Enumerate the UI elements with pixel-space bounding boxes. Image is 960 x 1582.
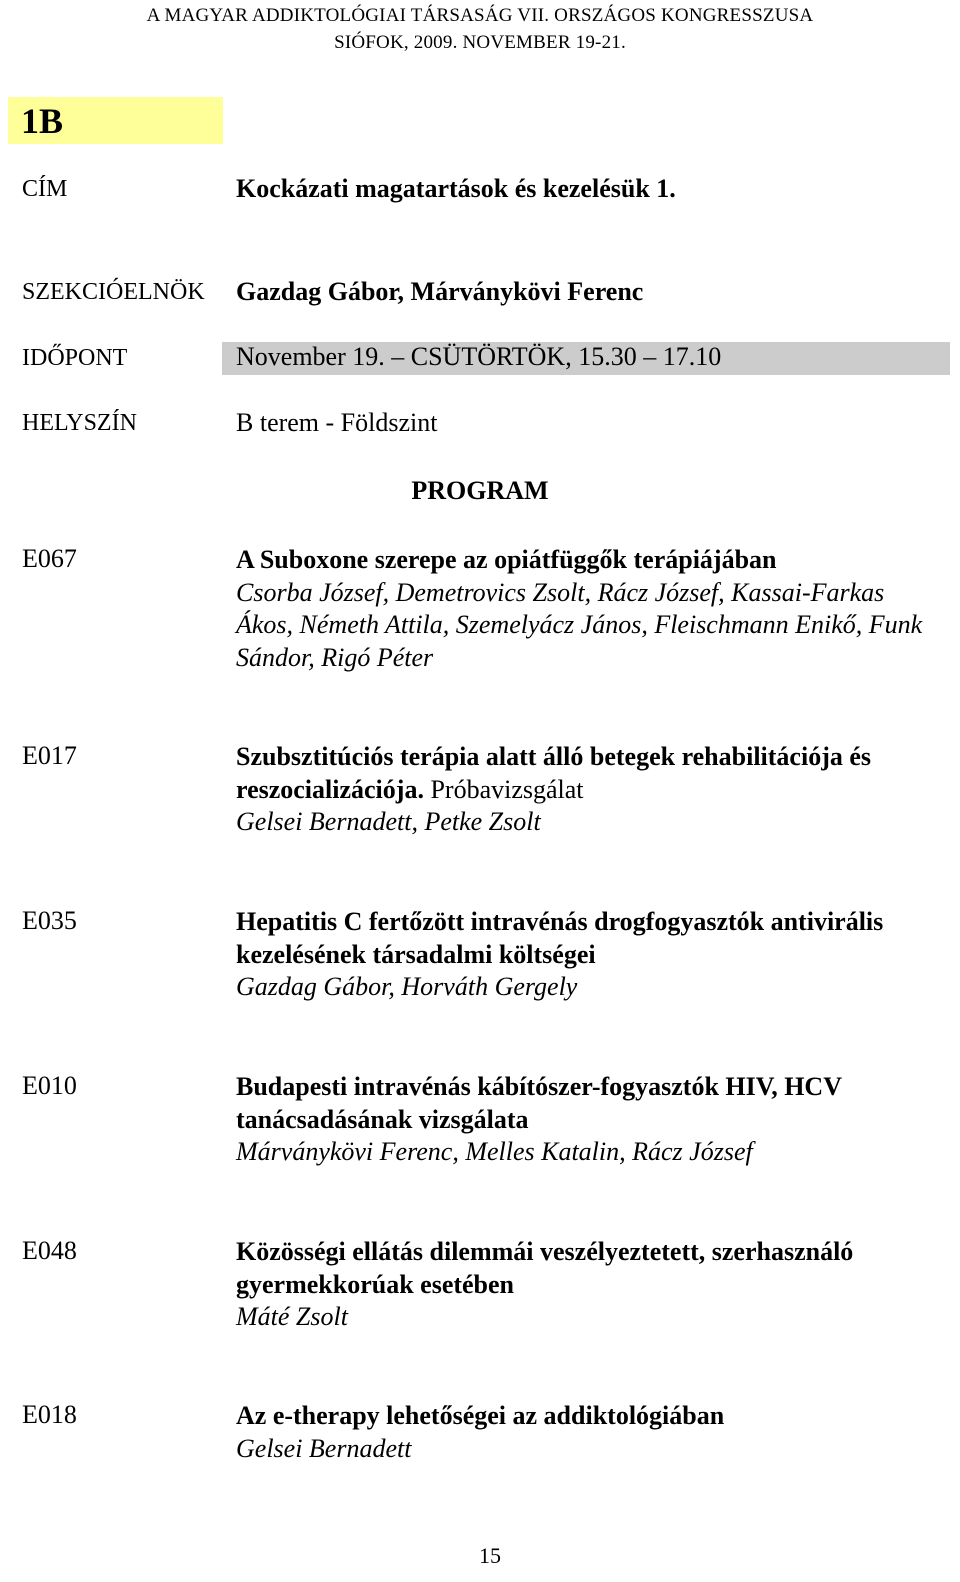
entry-title: Hepatitis C fertőzött intravénás drogfogyasztók antivirális kezelésének társadalmi költségei bbox=[236, 907, 884, 969]
time-label: IDŐPONT bbox=[22, 345, 128, 371]
entry-authors: Máté Zsolt bbox=[236, 1302, 348, 1331]
section-code: 1B bbox=[21, 101, 64, 141]
entry-authors: Gelsei Bernadett bbox=[236, 1433, 412, 1463]
entry-code: E048 bbox=[22, 1236, 77, 1265]
entry-authors: Gelsei Bernadett, Petke Zsolt bbox=[236, 807, 541, 836]
program-entry bbox=[236, 1071, 936, 1169]
section-badge bbox=[8, 97, 223, 144]
entry-title: Közösségi ellátás dilemmái veszélyeztetett, szerhasználó gyermekkorúak esetében bbox=[236, 1237, 854, 1299]
program-entry bbox=[236, 1400, 936, 1465]
program-entry bbox=[236, 1236, 936, 1334]
program-heading: PROGRAM bbox=[411, 476, 549, 505]
entry-title: Az e-therapy lehetőségei az addiktológiában bbox=[236, 1401, 725, 1430]
program-entry bbox=[236, 544, 936, 674]
entry-code: E035 bbox=[22, 906, 77, 935]
conference-location-date: SIÓFOK, 2009. NOVEMBER 19-21. bbox=[334, 32, 626, 53]
entry-authors: Gazdag Gábor, Horváth Gergely bbox=[236, 972, 578, 1001]
program-entry bbox=[236, 741, 936, 839]
page-number: 15 bbox=[479, 1543, 501, 1568]
entry-code: E018 bbox=[22, 1400, 77, 1429]
page-header bbox=[0, 2, 960, 56]
entry-code: E010 bbox=[22, 1071, 77, 1100]
place-label: HELYSZÍN bbox=[22, 410, 137, 436]
session-place: B terem - Földszint bbox=[236, 408, 438, 437]
conference-title: A MAGYAR ADDIKTOLÓGIAI TÁRSASÁG VII. ORSZÁGOS KONGRESSZUSA bbox=[146, 5, 814, 26]
title-label: CÍM bbox=[22, 176, 68, 202]
entry-code: E017 bbox=[22, 741, 77, 770]
session-chairs: Gazdag Gábor, Márványkövi Ferenc bbox=[236, 277, 644, 306]
entry-authors: Márványkövi Ferenc, Melles Katalin, Rácz József bbox=[236, 1137, 753, 1166]
entry-title: Budapesti intravénás kábítószer-fogyasztók HIV, HCV tanácsadásának vizsgálata bbox=[236, 1072, 842, 1134]
session-time: November 19. – CSÜTÖRTÖK, 15.30 – 17.10 bbox=[236, 342, 722, 371]
entry-title: A Suboxone szerepe az opiátfüggők terápiájában bbox=[236, 545, 777, 574]
entry-authors: Csorba József, Demetrovics Zsolt, Rácz József, Kassai-Farkas Ákos, Németh Attila, Szemelyácz János, Fleischmann Enikő, Funk Sándor, Rigó Péter bbox=[236, 577, 923, 672]
entry-title-suffix: Próbavizsgálat bbox=[430, 774, 584, 804]
chair-label: SZEKCIÓELNÖK bbox=[22, 279, 205, 305]
entry-title: Szubsztitúciós terápia alatt álló betegek rehabilitációja és reszocializációja. bbox=[236, 742, 872, 804]
entry-code: E067 bbox=[22, 544, 77, 573]
program-entry bbox=[236, 906, 936, 1004]
session-title: Kockázati magatartások és kezelésük 1. bbox=[236, 174, 676, 203]
